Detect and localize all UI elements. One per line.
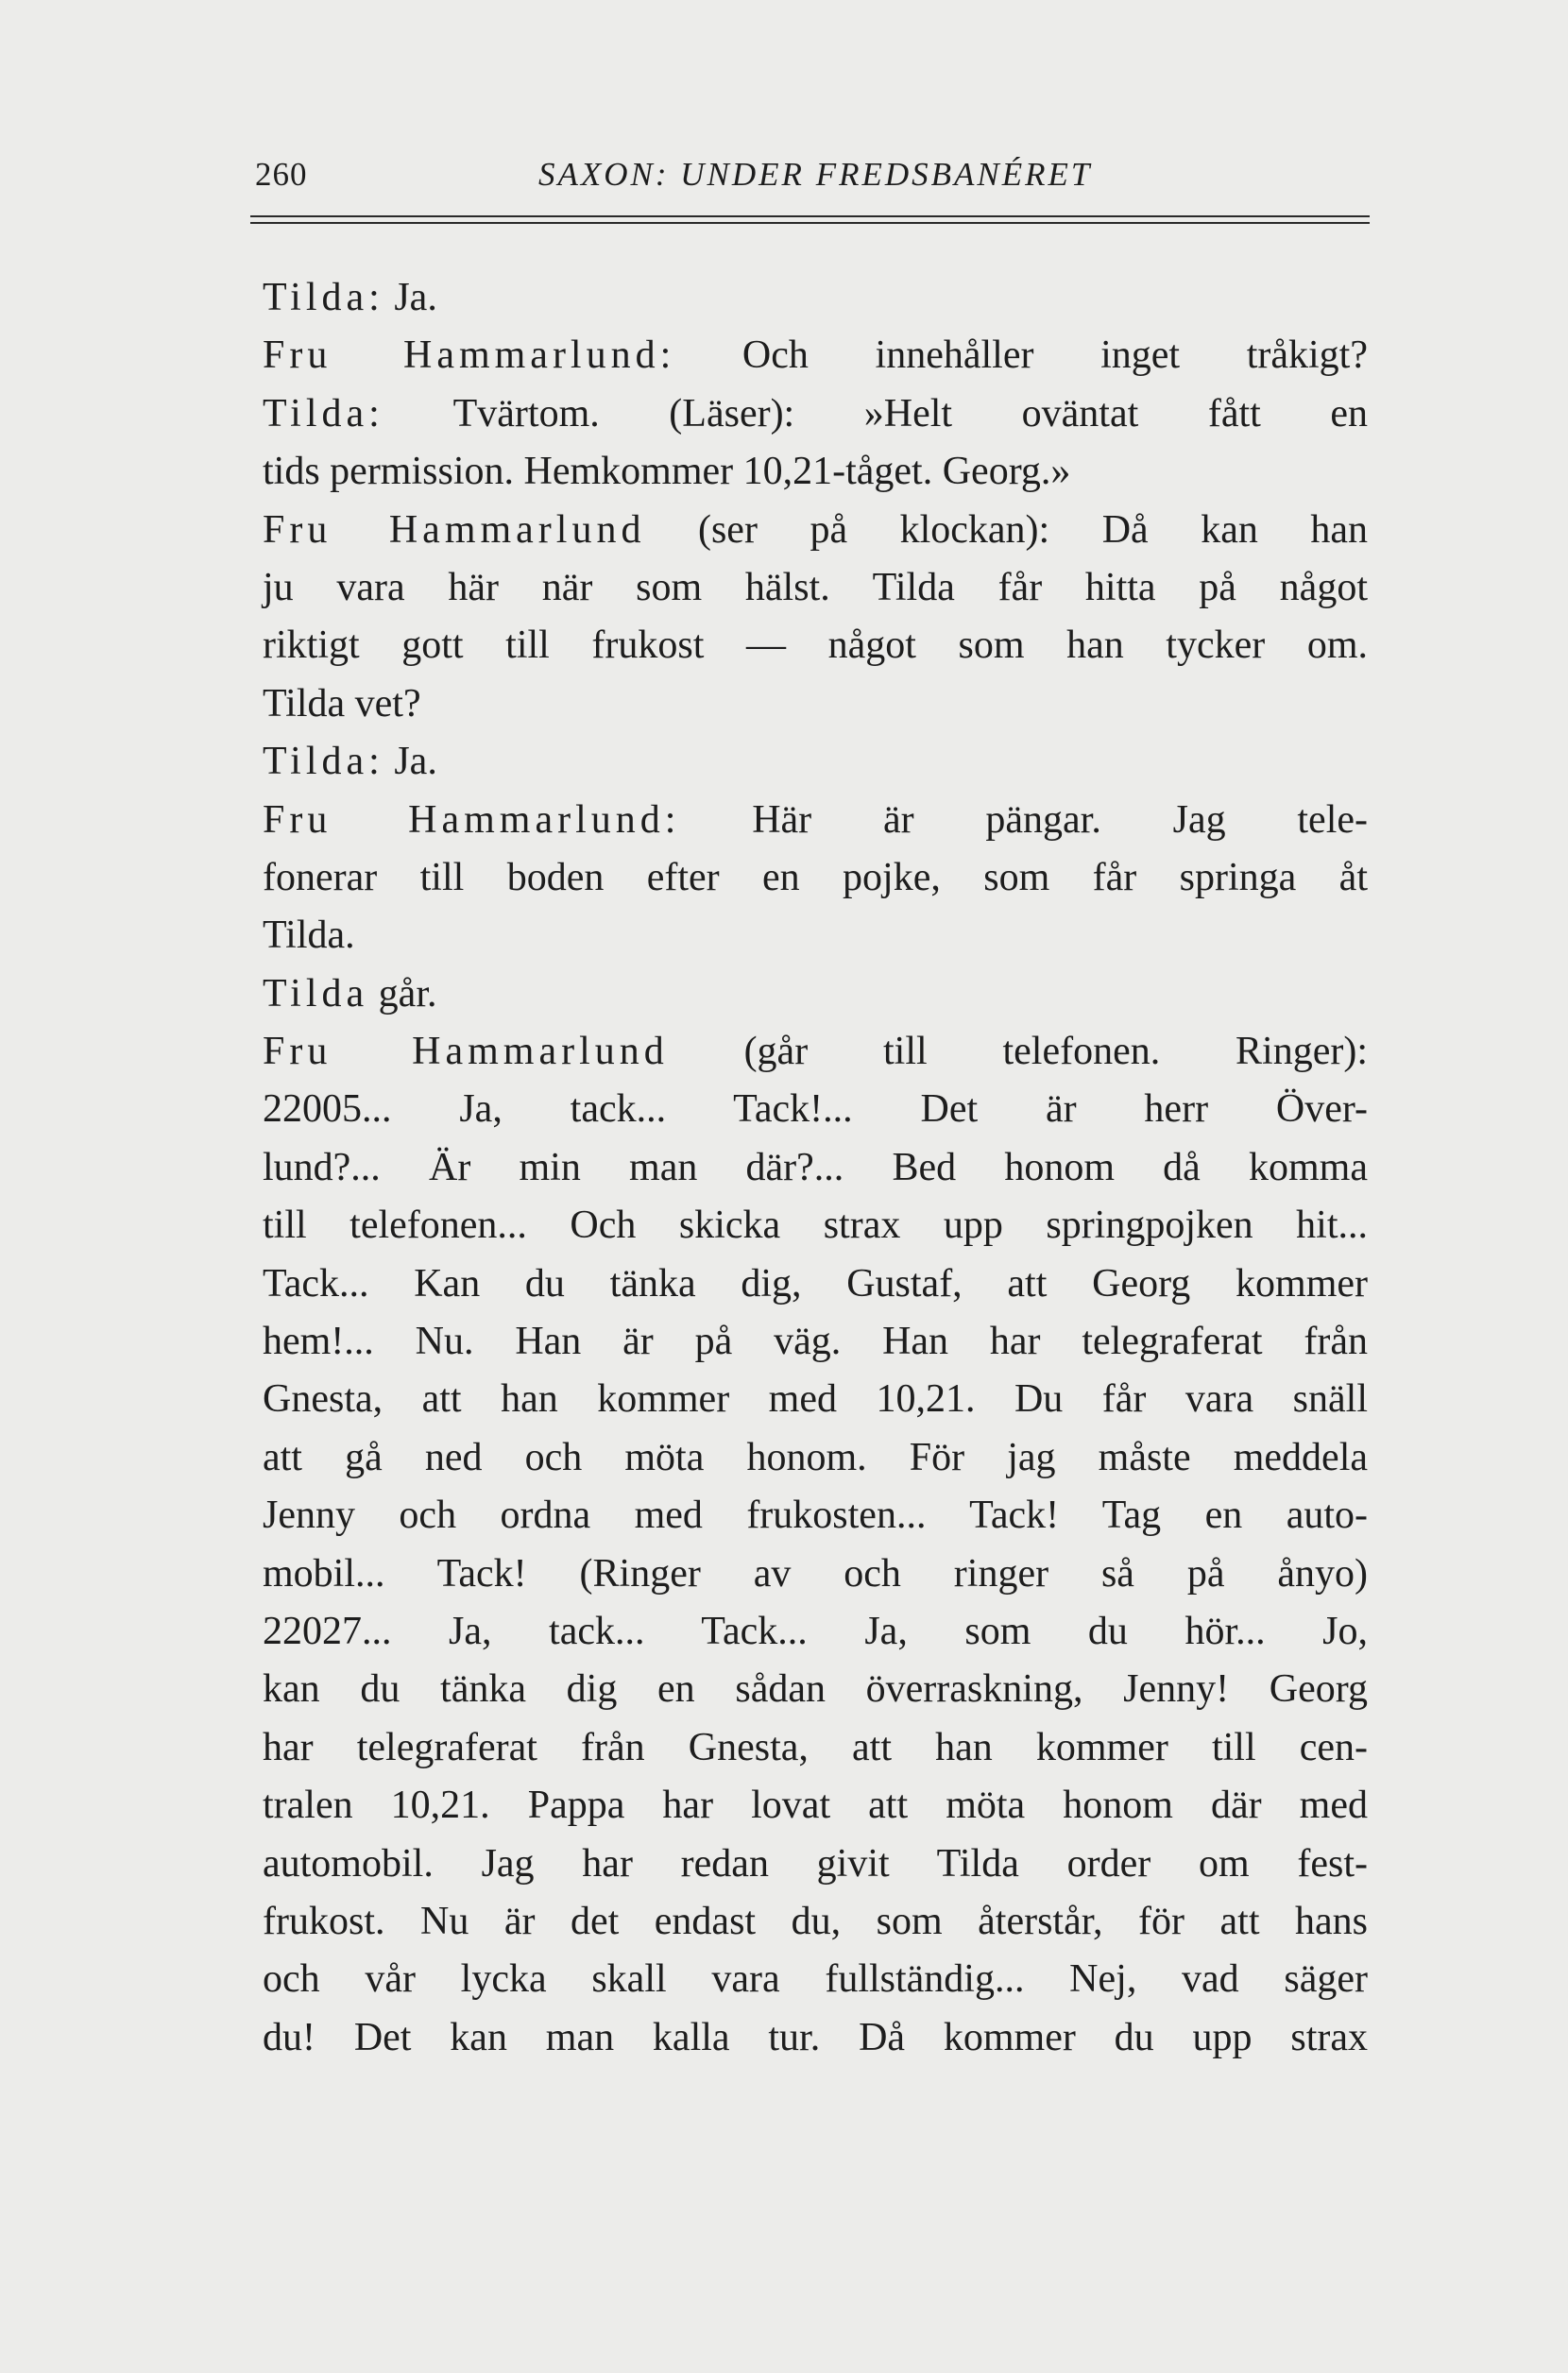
line-text: 22005... Ja, tack... Tack!... Det är herr Över- [263, 1087, 1368, 1132]
line-text: att gå ned och möta honom. För jag måste meddela [263, 1435, 1368, 1479]
running-title: SAXON: UNDER FREDSBANÉRET [538, 156, 1093, 193]
line-text: Ja. [383, 276, 437, 319]
speaker-name: Fru Hammarlund [263, 1030, 669, 1074]
text-line [263, 269, 1368, 327]
text-line [263, 1777, 1368, 1835]
speaker-name: Fru Hammarlund: [263, 797, 681, 842]
text-line [263, 1487, 1368, 1545]
text-line [263, 965, 1368, 1023]
running-head [255, 156, 1370, 203]
text-line [263, 1023, 1368, 1081]
text-line [263, 1893, 1368, 1951]
header-rule [250, 215, 1370, 224]
text-line [263, 1835, 1368, 1893]
text-line [263, 1661, 1368, 1718]
line-text: Tilda vet? [263, 681, 421, 726]
line-text: Tack... Kan du tänka dig, Gustaf, att Georg kommer [263, 1261, 1368, 1306]
line-text: 22027... Ja, tack... Tack... Ja, som du hör... Jo, [263, 1609, 1368, 1653]
text-line [263, 443, 1368, 501]
line-text: Här är pängar. Jag tele- [680, 797, 1368, 842]
speaker-name: Tilda: [263, 740, 384, 784]
line-text: Gnesta, att han kommer med 10,21. Du får vara snäll [263, 1377, 1368, 1422]
text-line [263, 849, 1368, 907]
line-text: Tvärtom. (Läser): »Helt oväntat fått en [383, 391, 1368, 435]
text-line [263, 1197, 1368, 1255]
line-text: och vår lycka skall vara fullständig... Nej, vad säger [263, 1957, 1368, 2002]
line-text: riktigt gott till frukost — något som han tycker om. [263, 623, 1368, 668]
text-line [263, 385, 1368, 443]
text-line [263, 2009, 1368, 2067]
text-line [263, 792, 1368, 849]
text-line [263, 1139, 1368, 1197]
text-line [263, 733, 1368, 791]
text-line [263, 1429, 1368, 1487]
line-text: Tilda. [263, 913, 355, 958]
line-text: fonerar till boden efter en pojke, som får springa åt [263, 855, 1368, 899]
text-line [263, 502, 1368, 559]
line-text: du! Det kan man kalla tur. Då kommer du upp strax [263, 2015, 1368, 2059]
text-line [263, 1371, 1368, 1428]
text-line [263, 1603, 1368, 1661]
line-text: hem!... Nu. Han är på väg. Han har telegraferat från [263, 1320, 1368, 1364]
body-text [263, 269, 1368, 2067]
line-text: lund?... Är min man där?... Bed honom då komma [263, 1145, 1368, 1189]
text-line [263, 1719, 1368, 1777]
line-text: Och innehåller inget tråkigt? [675, 333, 1368, 378]
line-text: mobil... Tack! (Ringer av och ringer så på ånyo) [263, 1551, 1368, 1596]
line-text: ju vara här när som hälst. Tilda får hitta på något [263, 565, 1368, 609]
text-line [263, 327, 1368, 384]
speaker-name: Fru Hammarlund [263, 507, 646, 552]
text-line [263, 1313, 1368, 1371]
text-line [263, 1255, 1368, 1313]
speaker-name: Fru Hammarlund: [263, 333, 676, 378]
line-text: tids permission. Hemkommer 10,21-tåget. Georg.» [263, 450, 1071, 494]
text-line [263, 675, 1368, 733]
text-line [263, 907, 1368, 965]
line-text: frukost. Nu är det endast du, som återstår, för att hans [263, 1899, 1368, 1943]
line-text: till telefonen... Och skicka strax upp springpojken hit... [263, 1204, 1368, 1248]
speaker-name: Tilda: [263, 276, 384, 319]
text-line [263, 1545, 1368, 1603]
line-text: Ja. [383, 740, 437, 784]
text-line [263, 559, 1368, 617]
speaker-name: Tilda: [263, 391, 384, 435]
text-line [263, 617, 1368, 674]
speaker-name: Tilda [263, 971, 369, 1016]
line-text: (ser på klockan): Då kan han [645, 507, 1368, 552]
page-number: 260 [255, 156, 308, 193]
line-text: går. [368, 971, 437, 1016]
line-text: tralen 10,21. Pappa har lovat att möta honom där med [263, 1784, 1368, 1828]
line-text: (går till telefonen. Ringer): [668, 1030, 1368, 1074]
line-text: kan du tänka dig en sådan överraskning, Jenny! Georg [263, 1667, 1368, 1712]
text-line [263, 1951, 1368, 2008]
line-text: har telegraferat från Gnesta, att han kommer till cen- [263, 1725, 1368, 1769]
line-text: automobil. Jag har redan givit Tilda order om fest- [263, 1841, 1368, 1886]
text-line [263, 1081, 1368, 1138]
line-text: Jenny och ordna med frukosten... Tack! Tag en auto- [263, 1494, 1368, 1538]
